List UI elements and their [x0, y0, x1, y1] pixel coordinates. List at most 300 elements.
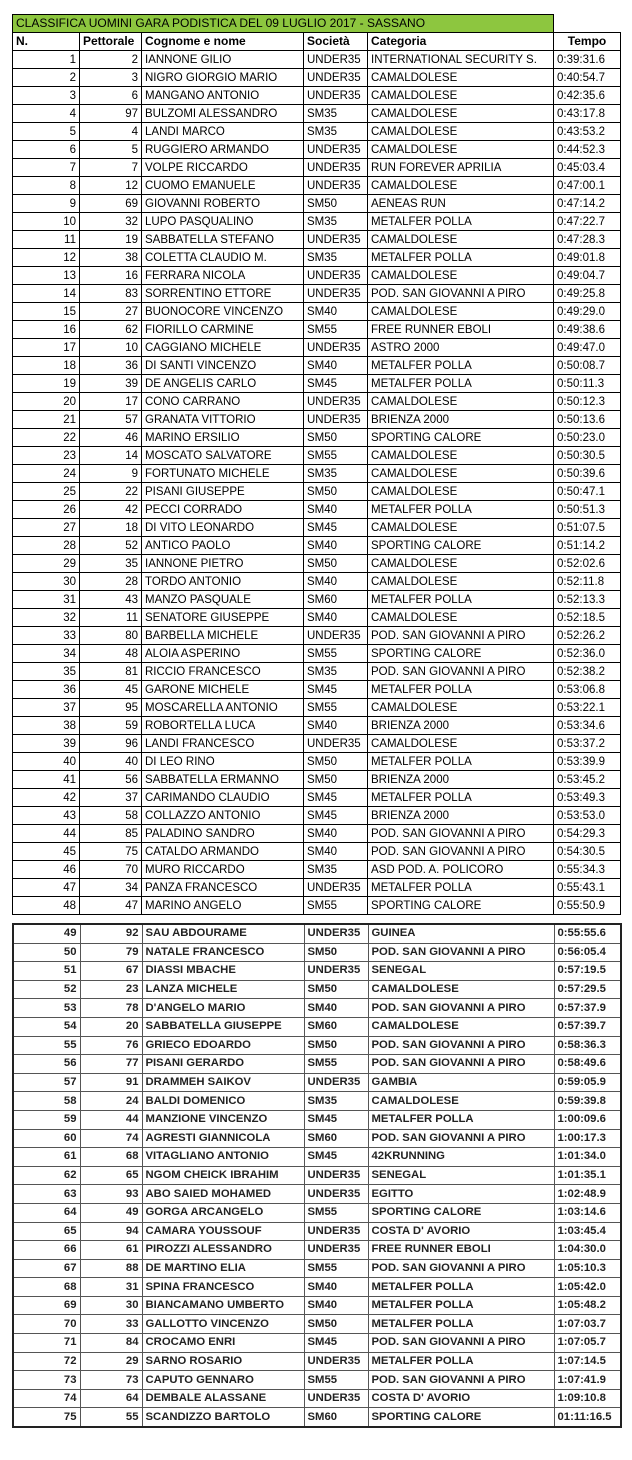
cell-societa: SM40 — [304, 573, 368, 591]
table-row — [13, 1259, 621, 1278]
cell-bib: 4 — [80, 123, 142, 141]
cell-name: VOLPE RICCARDO — [142, 159, 304, 177]
cell-name: DIASSI MBACHE — [142, 962, 304, 981]
cell-position: 63 — [13, 1185, 80, 1204]
cell-position: 71 — [13, 1334, 80, 1353]
cell-categoria: CAMALDOLESE — [368, 123, 554, 141]
table-row — [13, 753, 621, 771]
cell-bib: 76 — [80, 1036, 142, 1055]
cell-bib: 83 — [80, 285, 142, 303]
cell-tempo: 0:50:47.1 — [554, 483, 621, 501]
table-row — [13, 1241, 621, 1260]
table-row — [13, 267, 621, 285]
cell-categoria: METALFER POLLA — [368, 213, 554, 231]
cell-name: LANDI FRANCESCO — [142, 735, 304, 753]
cell-name: SPINA FRANCESCO — [142, 1278, 304, 1297]
cell-bib: 78 — [80, 999, 142, 1018]
cell-name: GRANATA VITTORIO — [142, 411, 304, 429]
cell-categoria: BRIENZA 2000 — [368, 807, 554, 825]
table-row — [13, 555, 621, 573]
table-row — [13, 465, 621, 483]
cell-categoria: CAMALDOLESE — [368, 980, 554, 999]
cell-tempo: 1:01:35.1 — [554, 1166, 621, 1185]
cell-name: LUPO PASQUALINO — [142, 213, 304, 231]
header-categoria: Categoria — [368, 33, 554, 51]
cell-categoria: POD. SAN GIOVANNI A PIRO — [368, 1259, 554, 1278]
cell-tempo: 0:51:07.5 — [554, 519, 621, 537]
cell-position: 45 — [13, 843, 80, 861]
table-row — [13, 231, 621, 249]
cell-position: 34 — [13, 645, 80, 663]
cell-tempo: 1:02:48.9 — [554, 1185, 621, 1204]
cell-bib: 5 — [80, 141, 142, 159]
table-row — [13, 699, 621, 717]
table-row — [13, 879, 621, 897]
table-row — [13, 249, 621, 267]
cell-tempo: 0:54:29.3 — [554, 825, 621, 843]
cell-name: MANZO PASQUALE — [142, 591, 304, 609]
cell-societa: SM35 — [304, 861, 368, 879]
cell-bib: 88 — [80, 1259, 142, 1278]
cell-tempo: 0:53:37.2 — [554, 735, 621, 753]
cell-societa: SM50 — [304, 555, 368, 573]
cell-name: FIORILLO CARMINE — [142, 321, 304, 339]
cell-societa: UNDER35 — [304, 735, 368, 753]
table-row — [13, 645, 621, 663]
header-row — [13, 33, 621, 51]
table-row — [13, 861, 621, 879]
cell-societa: SM45 — [304, 1110, 368, 1129]
cell-societa: SM40 — [304, 999, 368, 1018]
cell-name: SENATORE GIUSEPPE — [142, 609, 304, 627]
table-row — [13, 375, 621, 393]
cell-position: 60 — [13, 1129, 80, 1148]
cell-name: SCANDIZZO BARTOLO — [142, 1408, 304, 1427]
table-row — [13, 1036, 621, 1055]
cell-tempo: 0:50:13.6 — [554, 411, 621, 429]
cell-tempo: 0:40:54.7 — [554, 69, 621, 87]
cell-name: ALOIA ASPERINO — [142, 645, 304, 663]
cell-tempo: 1:07:05.7 — [554, 1334, 621, 1353]
cell-name: ABO SAIED MOHAMED — [142, 1185, 304, 1204]
cell-categoria: METALFER POLLA — [368, 681, 554, 699]
cell-bib: 22 — [80, 483, 142, 501]
cell-name: MARINO ANGELO — [142, 897, 304, 915]
cell-name: PALADINO SANDRO — [142, 825, 304, 843]
cell-name: GIOVANNI ROBERTO — [142, 195, 304, 213]
cell-position: 20 — [13, 393, 80, 411]
cell-categoria: POD. SAN GIOVANNI A PIRO — [368, 825, 554, 843]
cell-categoria: CAMALDOLESE — [368, 393, 554, 411]
cell-position: 8 — [13, 177, 80, 195]
cell-tempo: 0:50:51.3 — [554, 501, 621, 519]
cell-societa: UNDER35 — [304, 1389, 368, 1408]
cell-name: NGOM CHEICK IBRAHIM — [142, 1166, 304, 1185]
cell-bib: 29 — [80, 1352, 142, 1371]
cell-tempo: 0:52:13.3 — [554, 591, 621, 609]
cell-name: GRIECO EDOARDO — [142, 1036, 304, 1055]
cell-categoria: CAMALDOLESE — [368, 483, 554, 501]
table-row — [13, 1017, 621, 1036]
cell-tempo: 0:50:08.7 — [554, 357, 621, 375]
cell-bib: 34 — [80, 879, 142, 897]
cell-societa: UNDER35 — [304, 1073, 368, 1092]
table-row — [13, 429, 621, 447]
cell-name: CAPUTO GENNARO — [142, 1371, 304, 1390]
cell-name: GARONE MICHELE — [142, 681, 304, 699]
cell-bib: 7 — [80, 159, 142, 177]
table-row — [13, 1166, 621, 1185]
cell-position: 57 — [13, 1073, 80, 1092]
cell-tempo: 0:53:39.9 — [554, 753, 621, 771]
header-name: Cognome e nome — [142, 33, 304, 51]
cell-tempo: 0:55:34.3 — [554, 861, 621, 879]
cell-categoria: CAMALDOLESE — [368, 177, 554, 195]
cell-categoria: CAMALDOLESE — [368, 519, 554, 537]
cell-tempo: 0:44:52.3 — [554, 141, 621, 159]
cell-societa: SM55 — [304, 447, 368, 465]
cell-tempo: 0:58:49.6 — [554, 1055, 621, 1074]
cell-position: 7 — [13, 159, 80, 177]
cell-name: RICCIO FRANCESCO — [142, 663, 304, 681]
cell-name: CARIMANDO CLAUDIO — [142, 789, 304, 807]
cell-categoria: ASD POD. A. POLICORO — [368, 861, 554, 879]
cell-bib: 18 — [80, 519, 142, 537]
cell-societa: SM50 — [304, 195, 368, 213]
cell-categoria: 42KRUNNING — [368, 1148, 554, 1167]
cell-categoria: METALFER POLLA — [368, 375, 554, 393]
cell-societa: SM55 — [304, 1259, 368, 1278]
cell-position: 32 — [13, 609, 80, 627]
table-row — [13, 339, 621, 357]
cell-bib: 43 — [80, 591, 142, 609]
cell-name: CAMARA YOUSSOUF — [142, 1222, 304, 1241]
cell-tempo: 0:49:29.0 — [554, 303, 621, 321]
cell-bib: 6 — [80, 87, 142, 105]
cell-position: 70 — [13, 1315, 80, 1334]
table-row — [13, 285, 621, 303]
cell-tempo: 1:07:03.7 — [554, 1315, 621, 1334]
cell-position: 55 — [13, 1036, 80, 1055]
cell-bib: 27 — [80, 303, 142, 321]
cell-position: 59 — [13, 1110, 80, 1129]
cell-bib: 97 — [80, 105, 142, 123]
cell-categoria: CAMALDOLESE — [368, 555, 554, 573]
cell-bib: 3 — [80, 69, 142, 87]
cell-societa: SM50 — [304, 1315, 368, 1334]
table-row — [13, 999, 621, 1018]
cell-position: 49 — [13, 924, 80, 943]
cell-bib: 75 — [80, 843, 142, 861]
cell-name: CAGGIANO MICHELE — [142, 339, 304, 357]
header-societa: Società — [304, 33, 368, 51]
cell-bib: 48 — [80, 645, 142, 663]
table-row — [13, 159, 621, 177]
table-row — [13, 1334, 621, 1353]
cell-position: 64 — [13, 1203, 80, 1222]
table-row — [13, 483, 621, 501]
cell-tempo: 0:52:36.0 — [554, 645, 621, 663]
cell-categoria: SPORTING CALORE — [368, 897, 554, 915]
cell-name: DE MARTINO ELIA — [142, 1259, 304, 1278]
cell-bib: 93 — [80, 1185, 142, 1204]
cell-position: 73 — [13, 1371, 80, 1390]
cell-categoria: RUN FOREVER APRILIA — [368, 159, 554, 177]
header-pettorale: Pettorale — [80, 33, 142, 51]
cell-societa: SM35 — [304, 249, 368, 267]
cell-categoria: SPORTING CALORE — [368, 1408, 554, 1427]
cell-name: DE ANGELIS CARLO — [142, 375, 304, 393]
cell-tempo: 0:39:31.6 — [554, 51, 621, 69]
cell-bib: 81 — [80, 663, 142, 681]
cell-societa: SM35 — [304, 1092, 368, 1111]
cell-bib: 46 — [80, 429, 142, 447]
table-row — [13, 519, 621, 537]
page-title: CLASSIFICA UOMINI GARA PODISTICA DEL 09 LUGLIO 2017 - SASSANO — [13, 15, 554, 33]
table-row — [13, 663, 621, 681]
cell-bib: 94 — [80, 1222, 142, 1241]
cell-position: 46 — [13, 861, 80, 879]
cell-tempo: 0:57:19.5 — [554, 962, 621, 981]
cell-bib: 96 — [80, 735, 142, 753]
table-row — [13, 195, 621, 213]
cell-name: GORGA ARCANGELO — [142, 1203, 304, 1222]
cell-bib: 44 — [80, 1110, 142, 1129]
cell-name: MANZIONE VINCENZO — [142, 1110, 304, 1129]
cell-bib: 14 — [80, 447, 142, 465]
cell-bib: 69 — [80, 195, 142, 213]
table-row — [13, 321, 621, 339]
table-row — [13, 447, 621, 465]
cell-name: TORDO ANTONIO — [142, 573, 304, 591]
cell-position: 2 — [13, 69, 80, 87]
cell-tempo: 0:49:01.8 — [554, 249, 621, 267]
cell-societa: SM50 — [304, 980, 368, 999]
cell-bib: 55 — [80, 1408, 142, 1427]
cell-tempo: 0:45:03.4 — [554, 159, 621, 177]
cell-categoria: EGITTO — [368, 1185, 554, 1204]
cell-name: MARINO ERSILIO — [142, 429, 304, 447]
cell-societa: SM40 — [304, 501, 368, 519]
cell-name: FERRARA NICOLA — [142, 267, 304, 285]
cell-position: 68 — [13, 1278, 80, 1297]
cell-societa: SM55 — [304, 1371, 368, 1390]
cell-position: 14 — [13, 285, 80, 303]
cell-societa: UNDER35 — [304, 51, 368, 69]
cell-name: SABBATELLA STEFANO — [142, 231, 304, 249]
cell-tempo: 0:50:23.0 — [554, 429, 621, 447]
cell-name: IANNONE PIETRO — [142, 555, 304, 573]
cell-bib: 70 — [80, 861, 142, 879]
cell-position: 36 — [13, 681, 80, 699]
cell-categoria: CAMALDOLESE — [368, 465, 554, 483]
cell-societa: UNDER35 — [304, 924, 368, 943]
cell-position: 24 — [13, 465, 80, 483]
cell-tempo: 0:53:53.0 — [554, 807, 621, 825]
cell-societa: UNDER35 — [304, 177, 368, 195]
cell-categoria: CAMALDOLESE — [368, 735, 554, 753]
table-row — [13, 303, 621, 321]
table-row — [13, 717, 621, 735]
table-row — [13, 1315, 621, 1334]
cell-bib: 59 — [80, 717, 142, 735]
table-row — [13, 1222, 621, 1241]
cell-tempo: 0:52:26.2 — [554, 627, 621, 645]
cell-tempo: 0:47:14.2 — [554, 195, 621, 213]
cell-categoria: METALFER POLLA — [368, 1296, 554, 1315]
cell-tempo: 0:57:29.5 — [554, 980, 621, 999]
cell-tempo: 0:49:25.8 — [554, 285, 621, 303]
cell-categoria: METALFER POLLA — [368, 1315, 554, 1334]
cell-name: BUONOCORE VINCENZO — [142, 303, 304, 321]
cell-name: COLLAZZO ANTONIO — [142, 807, 304, 825]
cell-societa: SM35 — [304, 105, 368, 123]
results-body-part2 — [13, 924, 621, 1427]
cell-position: 47 — [13, 879, 80, 897]
cell-societa: SM40 — [304, 537, 368, 555]
cell-societa: SM60 — [304, 1408, 368, 1427]
cell-bib: 65 — [80, 1166, 142, 1185]
cell-position: 72 — [13, 1352, 80, 1371]
cell-categoria: METALFER POLLA — [368, 789, 554, 807]
cell-bib: 20 — [80, 1017, 142, 1036]
cell-tempo: 0:53:22.1 — [554, 699, 621, 717]
table-row — [13, 735, 621, 753]
cell-name: BARBELLA MICHELE — [142, 627, 304, 645]
table-row — [13, 573, 621, 591]
cell-categoria: POD. SAN GIOVANNI A PIRO — [368, 285, 554, 303]
cell-bib: 30 — [80, 1296, 142, 1315]
cell-tempo: 1:07:14.5 — [554, 1352, 621, 1371]
cell-tempo: 0:56:05.4 — [554, 943, 621, 962]
cell-name: SABBATELLA GIUSEPPE — [142, 1017, 304, 1036]
table-row — [13, 105, 621, 123]
cell-position: 9 — [13, 195, 80, 213]
table-row — [13, 962, 621, 981]
cell-position: 6 — [13, 141, 80, 159]
cell-name: PIROZZI ALESSANDRO — [142, 1241, 304, 1260]
cell-bib: 91 — [80, 1073, 142, 1092]
cell-tempo: 0:55:43.1 — [554, 879, 621, 897]
cell-position: 67 — [13, 1259, 80, 1278]
cell-tempo: 1:07:41.9 — [554, 1371, 621, 1390]
cell-societa: SM40 — [304, 357, 368, 375]
cell-societa: UNDER35 — [304, 141, 368, 159]
cell-name: PANZA FRANCESCO — [142, 879, 304, 897]
cell-categoria: POD. SAN GIOVANNI A PIRO — [368, 1334, 554, 1353]
cell-name: LANDI MARCO — [142, 123, 304, 141]
cell-categoria: CAMALDOLESE — [368, 231, 554, 249]
cell-position: 23 — [13, 447, 80, 465]
table-row — [13, 501, 621, 519]
cell-bib: 73 — [80, 1371, 142, 1390]
cell-bib: 57 — [80, 411, 142, 429]
table-row — [13, 393, 621, 411]
cell-societa: SM55 — [304, 1203, 368, 1222]
cell-bib: 58 — [80, 807, 142, 825]
cell-bib: 61 — [80, 1241, 142, 1260]
cell-name: BIANCAMANO UMBERTO — [142, 1296, 304, 1315]
table-row — [13, 825, 621, 843]
cell-tempo: 1:03:14.6 — [554, 1203, 621, 1222]
cell-position: 50 — [13, 943, 80, 962]
cell-name: ANTICO PAOLO — [142, 537, 304, 555]
cell-categoria: SPORTING CALORE — [368, 1203, 554, 1222]
cell-categoria: METALFER POLLA — [368, 1352, 554, 1371]
cell-name: GALLOTTO VINCENZO — [142, 1315, 304, 1334]
cell-position: 48 — [13, 897, 80, 915]
cell-name: PISANI GERARDO — [142, 1055, 304, 1074]
cell-categoria: METALFER POLLA — [368, 501, 554, 519]
cell-tempo: 1:04:30.0 — [554, 1241, 621, 1260]
cell-bib: 17 — [80, 393, 142, 411]
cell-position: 65 — [13, 1222, 80, 1241]
cell-societa: SM40 — [304, 609, 368, 627]
table-row — [13, 681, 621, 699]
cell-societa: UNDER35 — [304, 159, 368, 177]
cell-position: 11 — [13, 231, 80, 249]
cell-societa: SM45 — [304, 789, 368, 807]
cell-bib: 84 — [80, 1334, 142, 1353]
cell-categoria: GAMBIA — [368, 1073, 554, 1092]
cell-tempo: 0:49:47.0 — [554, 339, 621, 357]
cell-categoria: CAMALDOLESE — [368, 141, 554, 159]
cell-name: FORTUNATO MICHELE — [142, 465, 304, 483]
cell-tempo: 1:00:09.6 — [554, 1110, 621, 1129]
cell-name: MURO RICCARDO — [142, 861, 304, 879]
table-row — [13, 51, 621, 69]
cell-societa: SM55 — [304, 699, 368, 717]
cell-position: 35 — [13, 663, 80, 681]
cell-societa: UNDER35 — [304, 393, 368, 411]
cell-societa: SM35 — [304, 213, 368, 231]
cell-name: MOSCARELLA ANTONIO — [142, 699, 304, 717]
cell-tempo: 0:49:38.6 — [554, 321, 621, 339]
cell-categoria: SPORTING CALORE — [368, 537, 554, 555]
cell-position: 27 — [13, 519, 80, 537]
cell-societa: SM45 — [304, 1334, 368, 1353]
cell-tempo: 0:54:30.5 — [554, 843, 621, 861]
cell-tempo: 0:53:49.3 — [554, 789, 621, 807]
cell-bib: 36 — [80, 357, 142, 375]
cell-name: PISANI GIUSEPPE — [142, 483, 304, 501]
cell-bib: 19 — [80, 231, 142, 249]
table-row — [13, 591, 621, 609]
cell-position: 28 — [13, 537, 80, 555]
title-row — [13, 15, 621, 33]
cell-position: 3 — [13, 87, 80, 105]
cell-categoria: CAMALDOLESE — [368, 1017, 554, 1036]
cell-tempo: 1:05:48.2 — [554, 1296, 621, 1315]
cell-societa: SM50 — [304, 943, 368, 962]
cell-tempo: 0:42:35.6 — [554, 87, 621, 105]
cell-bib: 35 — [80, 555, 142, 573]
cell-categoria: CAMALDOLESE — [368, 303, 554, 321]
cell-societa: UNDER35 — [304, 627, 368, 645]
cell-name: DI LEO RINO — [142, 753, 304, 771]
table-row — [13, 177, 621, 195]
cell-categoria: POD. SAN GIOVANNI A PIRO — [368, 1036, 554, 1055]
cell-tempo: 1:05:10.3 — [554, 1259, 621, 1278]
cell-position: 39 — [13, 735, 80, 753]
results-table-part2 — [12, 923, 622, 1428]
cell-position: 33 — [13, 627, 80, 645]
cell-bib: 77 — [80, 1055, 142, 1074]
cell-position: 19 — [13, 375, 80, 393]
cell-tempo: 0:50:12.3 — [554, 393, 621, 411]
table-row — [13, 1278, 621, 1297]
cell-position: 42 — [13, 789, 80, 807]
